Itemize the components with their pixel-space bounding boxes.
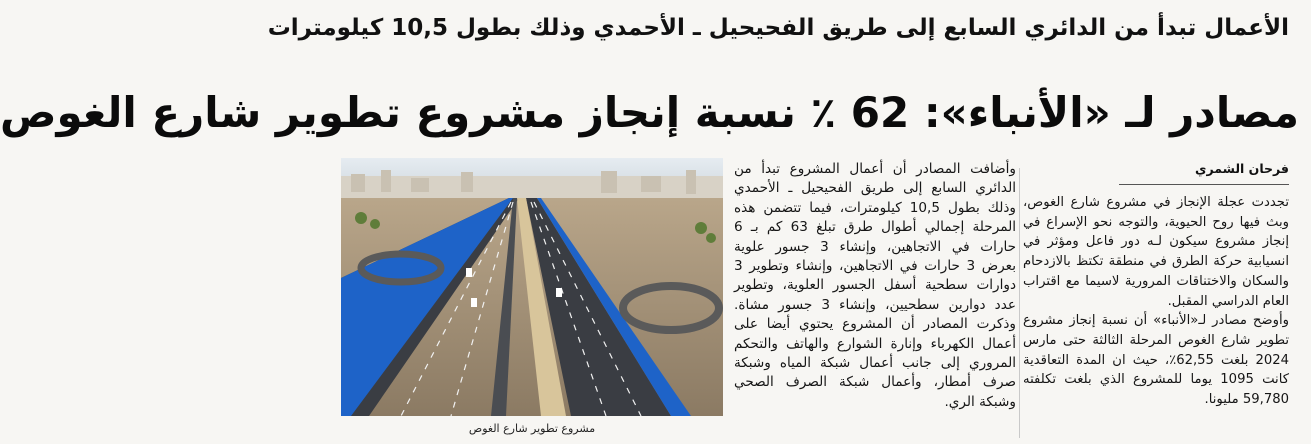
author-byline: فرحان الشمري <box>1119 160 1289 185</box>
article-photo <box>341 158 723 416</box>
article-column-right <box>1023 160 1289 440</box>
article-column-middle <box>734 160 1016 440</box>
photo-caption: مشروع تطوير شارع الغوص <box>468 422 596 435</box>
article-paragraph: تجددت عجلة الإنجاز في مشروع شارع الغوص، وبث فيها روح الحيوية، والتوجه نحو الإسراع في إنجاز مشروع سيكون لـه دور فاعل ومؤثر في انسيابية حركة الطرق في منطقة تكتظ بالازدحام والسكان والاختناقات المرورية لاسيما مع اقتراب العام الدراسي المقبل. <box>1023 195 1289 309</box>
article-kicker: الأعمال تبدأ من الدائري السابع إلى طريق الفحيحيل ـ الأحمدي وذلك بطول 10,5 كيلومترات <box>267 15 1289 41</box>
article-headline: مصادر لـ «الأنباء»: 62 ٪ نسبة إنجاز مشروع تطوير شارع الغوص <box>0 88 1299 137</box>
article-paragraph: وأضافت المصادر أن أعمال المشروع تبدأ من الدائري السابع إلى طريق الفحيحيل ـ الأحمدي وذلك بطول 10,5 كيلومترات، فيما تتضمن هذه المرحلة إجمالي أطوال طرق تبلغ 63 كم بـ 6 حارات في الاتجاهين، وإنشاء 3 جسور علوية بعرض 3 حارات في الاتجاهين، وإنشاء وتطوير 3 دوارات سطحية أسفل الجسور العلوية، وتطوير عدد دوارين سطحيين، وإنشاء 3 جسور مشاة. وذكرت المصادر أن المشروع يحتوي أيضا على أعمال الكهرباء وإنارة الشوارع والهاتف والتحكم المروري إلى جانب أعمال شبكة المياه وشبكة صرف أمطار، وأعمال شبكة الصرف الصحي وشبكة الري. <box>734 161 1016 410</box>
article-paragraph: وأوضح مصادر لـ«الأنباء» أن نسبة إنجاز مشروع تطوير شارع الغوص المرحلة الثالثة حتى مارس 2024 بلغت 62,55٪، حيث ان المدة التعاقدية كانت 1095 يوما للمشروع الذي بلغت تكلفته 59,780 مليونا. <box>1023 313 1290 408</box>
highway-photo-illustration <box>341 158 723 416</box>
column-divider <box>1019 168 1020 438</box>
